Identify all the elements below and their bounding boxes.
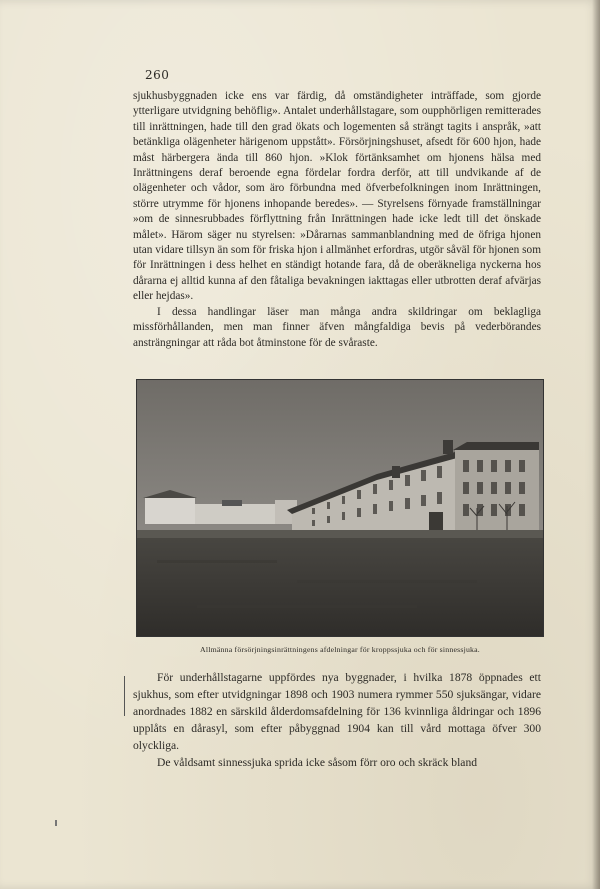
building-photograph bbox=[136, 379, 544, 637]
margin-pencil-mark bbox=[124, 676, 125, 716]
paragraph: sjukhusbyggnaden icke ens var färdig, då omständigheter inträffade, som gjorde ytterligare utvidgning behöflig». Antalet underhållstagare, som oupphörligen remitterades till inrättningen, hade till den grad ökats och logementen så strängt tagits i anspråk, »att betänkliga olägenheter härigenom uppstått». Försörjningshuset, afsedt för 600 hjon, hade måst härbergera ända till 860 hjon. »Klok förtänksamhet om hjonens hälsa med Inrättningens deraf beroende egna fördelar fordra derför, att till undvikande af de olägenheter och vådor, som äro förbundna med öfverbefolkningen inom Inrättningen, större utrymme för hjonens inhopande beredes». — Styrelsens förnyade framställningar »om de sinnesrubbades förflyttning från Inrättningen hade icke ledt till det önskade målet». Härom säger nu styrelsen: »Dårarnas sammanblandning med de öfriga hjonen utan vidare tillsyn än som för friska hjon i allmänhet erfordras, utgör såväl för hjonen som för Inrättningen i dess helhet en ständigt hotande fara, då de oberäkneliga nyckerna hos dårarna ej alltid kunna af den fåtaliga bevakningen iakttagas eller utbrotten deraf afvärjas eller hejdas». bbox=[133, 90, 541, 303]
photograph-illustration bbox=[137, 380, 543, 636]
text-block-bottom bbox=[133, 669, 541, 771]
page-edge-shadow bbox=[592, 0, 600, 889]
text-block-top bbox=[133, 89, 541, 351]
figure-caption: Allmänna försörjningsinrättningens afdelningar för kroppssjuka och för sinnessjuka. bbox=[200, 645, 480, 654]
paragraph: De våldsamt sinnessjuka sprida icke såsom förr oro och skräck bland bbox=[157, 756, 478, 769]
paragraph: För underhållstagarne uppfördes nya byggnader, i hvilka 1878 öppnades ett sjukhus, som efter utvidgningar 1898 och 1903 numera rymmer 550 sjuksängar, vidare anordnades 1882 en särskild ålderdomsafdelning för 136 kvinnliga åldringar och 1896 upplåts en dårasyl, som efter påbyggnad 1904 kan till vård mottaga öfver 300 olyckliga. bbox=[133, 671, 541, 752]
paragraph: I dessa handlingar läser man många andra skildringar om beklagliga missförhållanden, men man finner äfven mångfaldiga bevis på vederbörandes ansträngningar att råda bot åtminstone för de svåraste. bbox=[133, 305, 541, 349]
margin-speck bbox=[55, 820, 57, 826]
page-number: 260 bbox=[145, 68, 170, 82]
